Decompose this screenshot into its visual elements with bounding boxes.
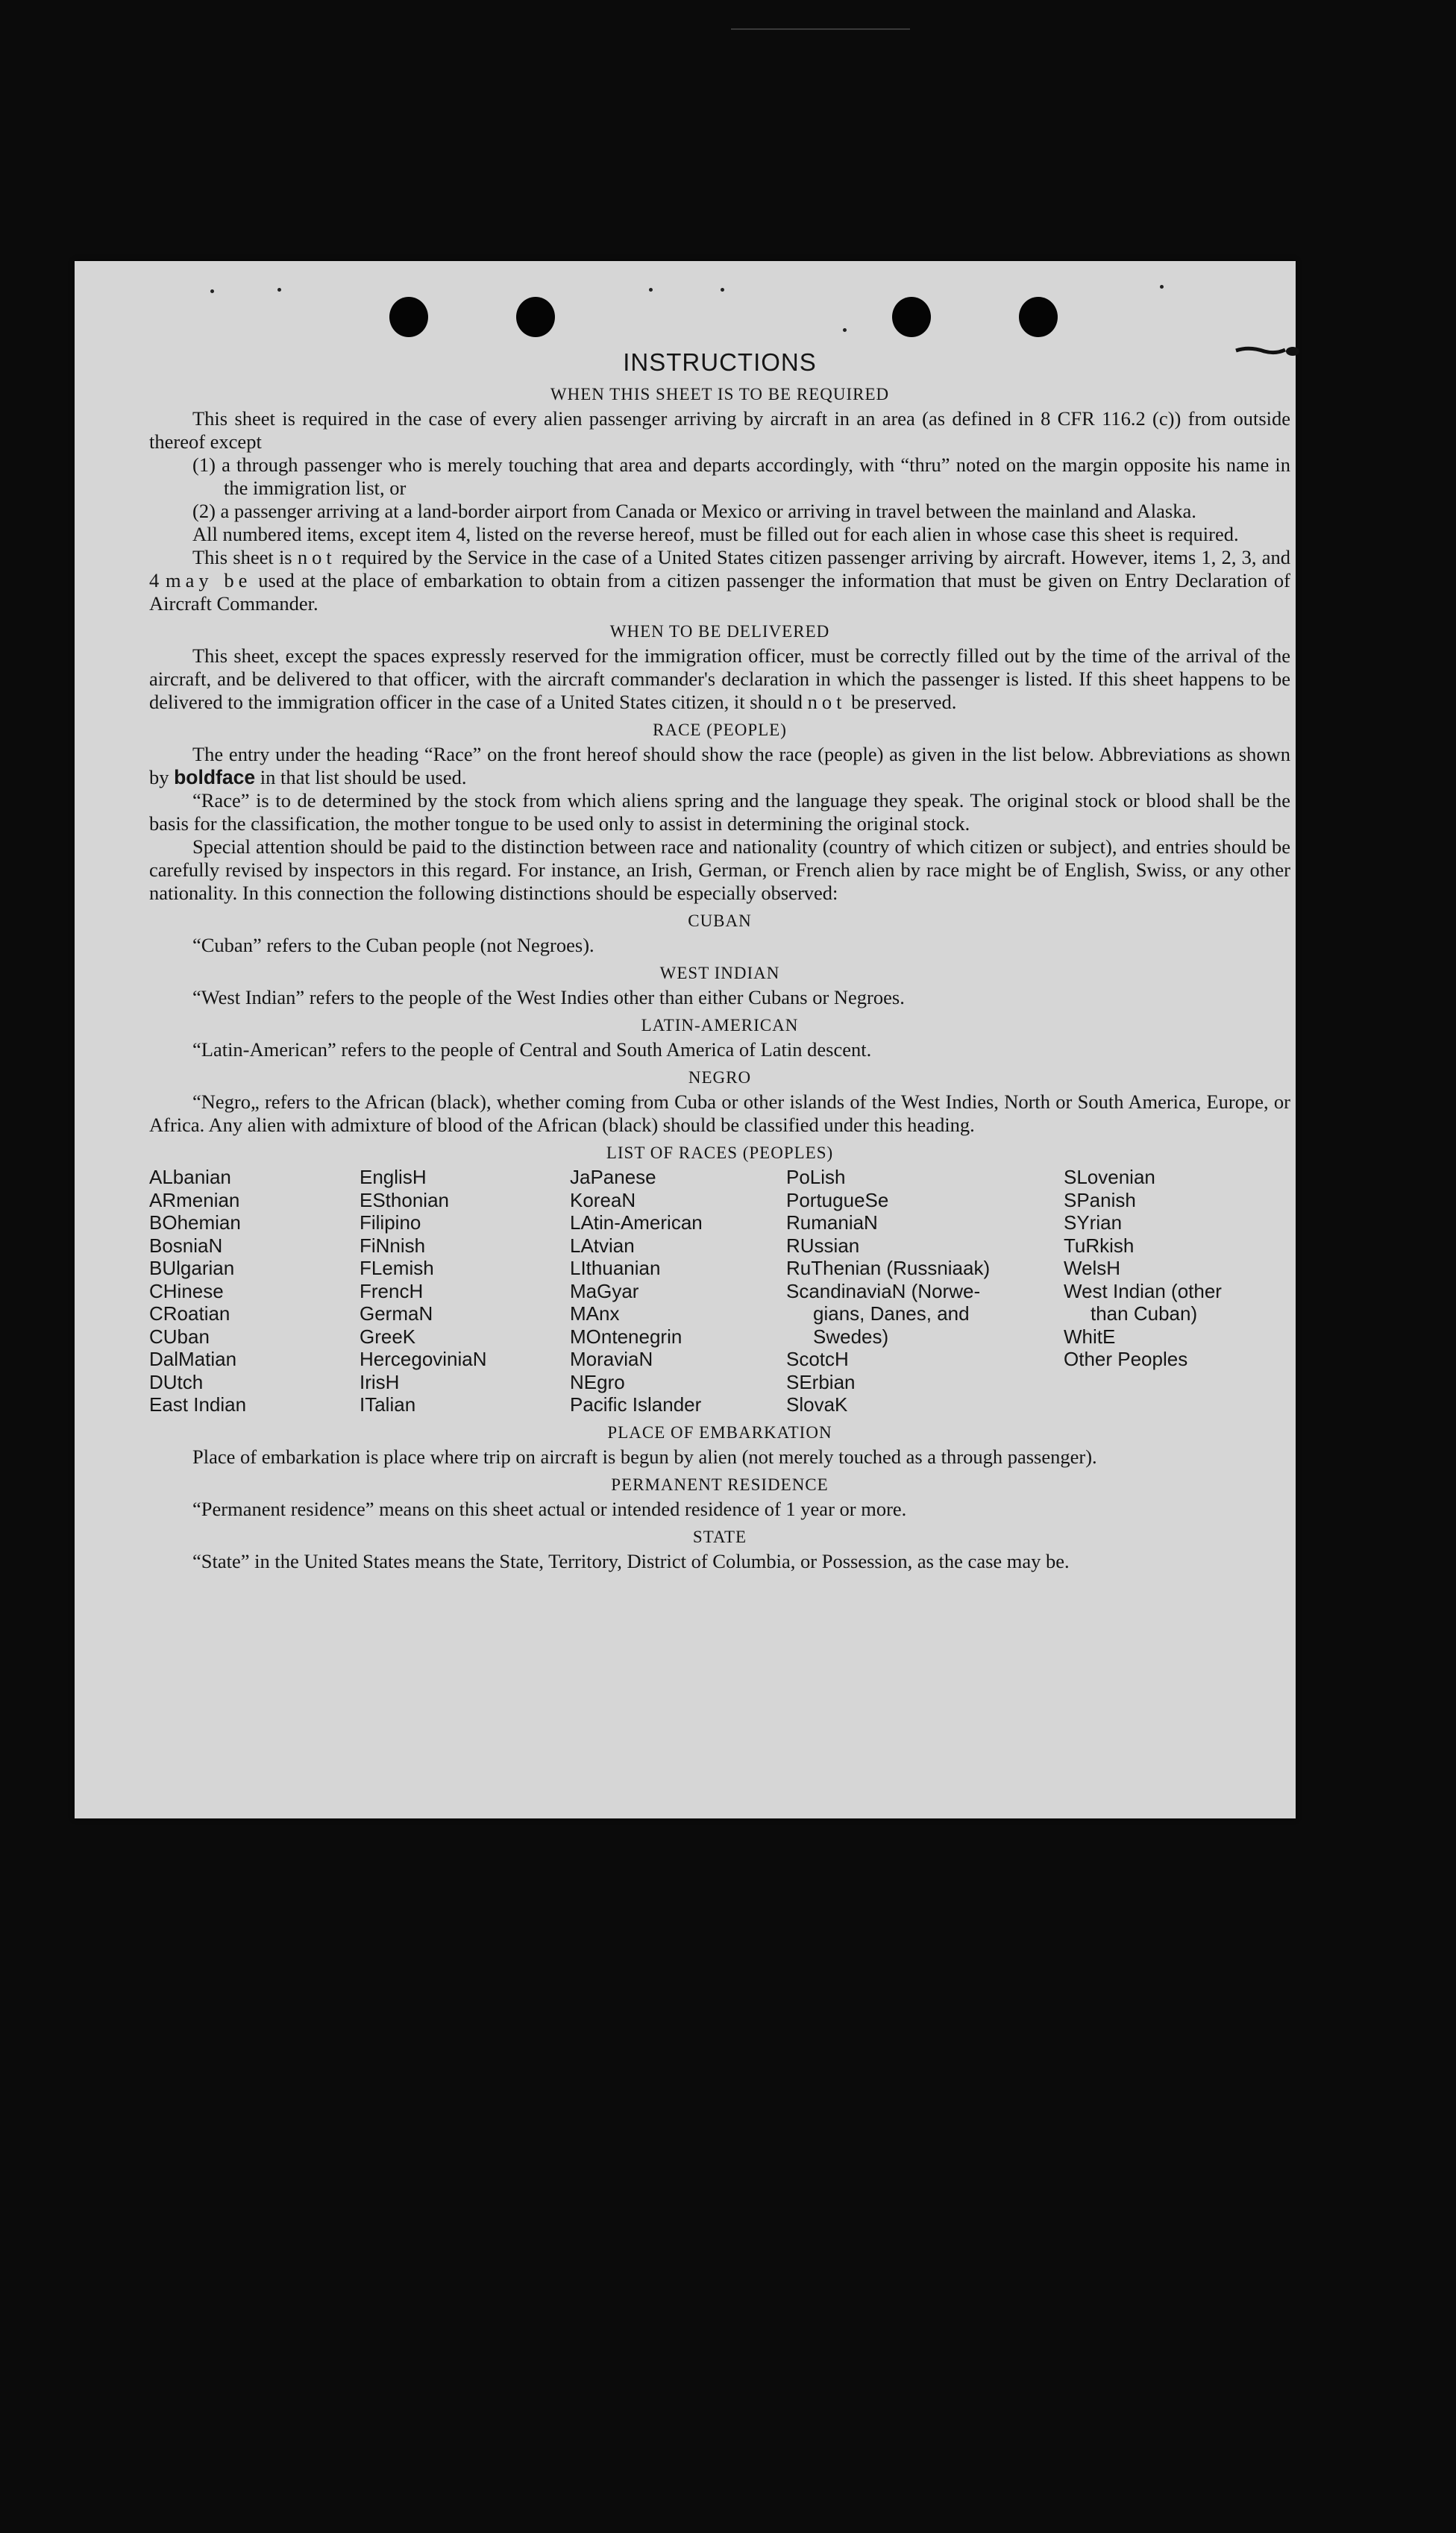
list-item: RUssian <box>786 1234 860 1257</box>
list-item: TuRkish <box>1064 1234 1135 1257</box>
punch-hole-4 <box>1019 297 1058 337</box>
speck <box>1160 285 1164 289</box>
speck <box>210 289 214 293</box>
list-item: ALbanian <box>149 1166 231 1188</box>
list-item: than Cuban) <box>1091 1302 1198 1325</box>
list-item: Other Peoples <box>1064 1348 1188 1370</box>
page-title: INSTRUCTIONS <box>623 348 817 376</box>
list-item: LIthuanian <box>570 1257 661 1279</box>
paragraph-embarkation: Place of embarkation is place where trip on aircraft is begun by alien (not merely touched as a through passenger). <box>192 1445 1097 1468</box>
list-item: JaPanese <box>570 1166 656 1188</box>
list-item: PortugueSe <box>786 1188 889 1211</box>
paragraph-west-indian: “West Indian” refers to the people of the West Indies other than either Cubans or Negroes. <box>192 986 905 1008</box>
list-item: Swedes) <box>813 1325 889 1348</box>
heading-race: RACE (PEOPLE) <box>653 721 787 739</box>
list-item: ARmenian <box>149 1188 240 1211</box>
list-item: WhitE <box>1064 1325 1116 1348</box>
heading-embarkation: PLACE OF EMBARKATION <box>607 1422 832 1442</box>
speck <box>277 288 281 292</box>
list-item: EnglisH <box>360 1166 427 1188</box>
list-item: East Indian <box>149 1393 247 1416</box>
list-item: CHinese <box>149 1279 224 1302</box>
list-item: NEgro <box>570 1370 625 1393</box>
list-item: BUlgarian <box>149 1257 235 1279</box>
list-item: PoLish <box>786 1166 846 1188</box>
heading-cuban: CUBAN <box>688 911 752 930</box>
list-item: MAnx <box>570 1302 620 1325</box>
list-item: KoreaN <box>570 1188 636 1211</box>
list-item: SlovaK <box>786 1393 848 1416</box>
instruction-sheet <box>75 261 1296 1818</box>
list-item: RumaniaN <box>786 1211 878 1234</box>
list-item: SLovenian <box>1064 1166 1155 1188</box>
list-item: gians, Danes, and <box>813 1302 970 1325</box>
heading-when-required: WHEN THIS SHEET IS TO BE REQUIRED <box>550 385 890 404</box>
punch-hole-3 <box>892 297 931 337</box>
paragraph-negro: “Negro„ refers to the African (black), whether coming from Cuba or other islands of the West Indies, North or South America, Europe, or Africa. Any alien with admixture of blood of the African (black) should be classified under this heading. <box>149 1090 1290 1136</box>
list-item: FrencH <box>360 1279 424 1302</box>
speck <box>843 328 847 332</box>
list-item: ITalian <box>360 1393 416 1416</box>
list-item: SYrian <box>1064 1211 1123 1234</box>
list-item: ScotcH <box>786 1348 849 1370</box>
paragraph-permanent-residence: “Permanent residence” means on this sheet actual or intended residence of 1 year or more. <box>192 1497 907 1520</box>
list-item: West Indian (other <box>1064 1279 1222 1302</box>
list-item: IrisH <box>360 1370 400 1393</box>
heading-latin-american: LATIN-AMERICAN <box>641 1016 799 1035</box>
exception-1: (1) a through passenger who is merely touching that area and departs accordingly, with “thru” noted on the margin opposite his name in the immigration list, or <box>192 453 1290 499</box>
document-body <box>149 347 1290 1573</box>
list-item: Pacific Islander <box>570 1393 702 1416</box>
heading-state: STATE <box>692 1527 747 1546</box>
races-column-3 <box>570 1166 786 1416</box>
list-item: DUtch <box>149 1370 204 1393</box>
list-item: MoraviaN <box>570 1348 653 1370</box>
races-column-4 <box>786 1166 1064 1416</box>
speck <box>649 288 653 292</box>
paragraph-requirement: This sheet is required in the case of every alien passenger arriving by aircraft in an area (as defined in 8 CFR 116.2 (c)) from outside thereof except <box>149 407 1290 453</box>
list-item: MaGyar <box>570 1279 639 1302</box>
paragraph-delivery: This sheet, except the spaces expressly reserved for the immigration officer, must be correctly filled out by the time of the arrival of the aircraft, and be delivered to that officer, with the aircraft commander's declaration in which the passenger is listed. If this sheet happens to be delivered to the immigration officer in the case of a United States citizen, it should not be preserved. <box>149 644 1290 713</box>
punch-hole-2 <box>516 297 555 337</box>
list-item: BOhemian <box>149 1211 241 1234</box>
races-column-1 <box>149 1166 360 1416</box>
list-item: SPanish <box>1064 1188 1136 1211</box>
exception-2: (2) a passenger arriving at a land-border airport from Canada or Mexico or arriving in travel between the mainland and Alaska. <box>192 500 1196 522</box>
races-column-2 <box>360 1166 570 1416</box>
races-list <box>149 1166 1290 1416</box>
list-item: LAtin-American <box>570 1211 703 1234</box>
paragraph-state: “State” in the United States means the State, Territory, District of Columbia, or Possession, as the case may be. <box>192 1549 1070 1572</box>
paragraph-cuban: “Cuban” refers to the Cuban people (not Negroes). <box>192 934 594 956</box>
races-column-5 <box>1064 1166 1290 1416</box>
heading-negro: NEGRO <box>688 1068 752 1087</box>
punch-hole-1 <box>389 297 428 337</box>
speck <box>721 288 724 292</box>
list-item: FiNnish <box>360 1234 426 1257</box>
list-item: ScandinaviaN (Norwe- <box>786 1279 981 1302</box>
list-item: GreeK <box>360 1325 416 1348</box>
list-item: GermaN <box>360 1302 433 1325</box>
paragraph-race-entry: The entry under the heading “Race” on the front hereof should show the race (people) as given in the list below. Abbreviations as shown by boldface in that list should be used. <box>149 743 1290 788</box>
list-item: DalMatian <box>149 1348 237 1370</box>
heading-list-of-races: LIST OF RACES (PEOPLES) <box>606 1143 834 1162</box>
list-item: SErbian <box>786 1370 856 1393</box>
heading-permanent-residence: PERMANENT RESIDENCE <box>611 1475 829 1494</box>
list-item: CUban <box>149 1325 210 1348</box>
list-item: RuThenian (Russniaak) <box>786 1257 991 1279</box>
list-item: LAtvian <box>570 1234 635 1257</box>
list-item: MOntenegrin <box>570 1325 682 1348</box>
paragraph-race-nationality: Special attention should be paid to the distinction between race and nationality (country of which citizen or subject), and entries should be carefully revised by inspectors in this regard. For instance, an Irish, German, or French alien by race might be of English, Swiss, or any other nationality. In this connection the following distinctions should be especially observed: <box>149 835 1290 904</box>
list-item: CRoatian <box>149 1302 230 1325</box>
paragraph-numbered-items: All numbered items, except item 4, listed on the reverse hereof, must be filled out for each alien in whose case this sheet is required. <box>192 523 1239 545</box>
list-item: ESthonian <box>360 1188 449 1211</box>
heading-when-delivered: WHEN TO BE DELIVERED <box>609 622 830 641</box>
list-item: BosniaN <box>149 1234 223 1257</box>
paragraph-race-definition: “Race” is to de determined by the stock from which aliens spring and the language they speak. The original stock or blood shall be the basis for the classification, the mother tongue to be used only to assist in determining the original stock. <box>149 789 1290 835</box>
paragraph-latin-american: “Latin-American” refers to the people of Central and South America of Latin descent. <box>192 1038 872 1061</box>
paragraph-citizen: This sheet is not required by the Service in the case of a United States citizen passenger arriving by aircraft. However, items 1, 2, 3, and 4 may be used at the place of embarkation to obtain from a citizen passenger the information that must be given on Entry Declaration of Aircraft Commander. <box>149 546 1291 615</box>
list-item: FLemish <box>360 1257 434 1279</box>
scan-artifact-line <box>731 28 910 30</box>
heading-west-indian: WEST INDIAN <box>659 964 780 982</box>
list-item: Filipino <box>360 1211 421 1234</box>
list-item: HercegoviniaN <box>360 1348 487 1370</box>
list-item: WelsH <box>1064 1257 1121 1279</box>
